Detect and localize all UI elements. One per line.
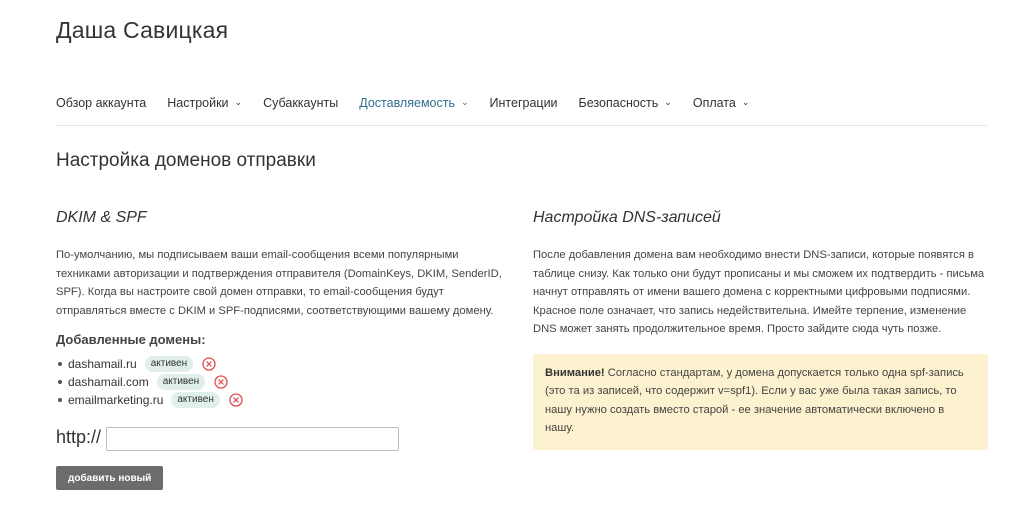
section-title-dkim: DKIM & SPF — [56, 209, 147, 226]
bullet — [58, 362, 62, 366]
nav-item-label: Субаккаунты — [263, 96, 339, 110]
domains-heading: Добавленные домены: — [56, 332, 206, 347]
account-name: Даша Савицкая — [56, 17, 229, 43]
chevron-down-icon: ⌄ — [741, 96, 750, 107]
nav-item-settings[interactable] — [167, 96, 242, 110]
domain-input[interactable] — [106, 427, 399, 451]
add-domain-button[interactable]: добавить новый — [56, 466, 163, 490]
chevron-down-icon: ⌄ — [460, 96, 469, 107]
status-badge: активен — [145, 356, 194, 372]
list-item — [56, 373, 506, 391]
warning-text: Согласно стандартам, у домена допускается только одна spf-запись (это та из записей, что содержит v=spf1). Если у вас уже была такая запись, то нашу нужно создать вместо старой - ее значение автоматически включено в нашу. — [545, 366, 964, 434]
remove-circle-icon[interactable] — [214, 375, 228, 389]
nav-item-integrations[interactable] — [490, 96, 558, 110]
bullet — [58, 398, 62, 402]
list-item — [56, 391, 506, 409]
section-title-dns: Настройка DNS-записей — [533, 209, 721, 226]
domain-name: dashamail.com — [68, 375, 149, 389]
list-item — [56, 355, 506, 373]
nav-item-label: Обзор аккаунта — [56, 96, 147, 110]
nav-item-label: Доставляемость — [359, 96, 455, 110]
nav-item-label: Интеграции — [489, 96, 558, 110]
dns-description: После добавления домена вам необходимо внести DNS-записи, которые появятся в таблице снизу. Как только они будут прописаны и мы сможем их подтвердить - письма начнут отправлять от имени вашего домена с корректными цифровыми подписями. Красное поле означает, что запись недействительна. Имейте терпение, изменение DNS может занять продолжительное время. Просто зайдите сюда чуть позже. — [533, 249, 985, 335]
nav-item-security[interactable] — [579, 96, 672, 110]
url-prefix: http:// — [56, 426, 102, 447]
domain-name: emailmarketing.ru — [68, 393, 164, 407]
status-badge: активен — [171, 392, 220, 408]
chevron-down-icon: ⌄ — [234, 96, 243, 107]
nav-item-deliverability[interactable] — [359, 96, 468, 110]
bullet — [58, 380, 62, 384]
remove-circle-icon[interactable] — [202, 357, 216, 371]
warning-label: Внимание! — [545, 366, 605, 379]
domain-list — [56, 355, 506, 409]
nav-item-account-overview[interactable] — [56, 96, 146, 110]
chevron-down-icon: ⌄ — [664, 96, 672, 107]
nav-item-billing[interactable] — [693, 96, 750, 110]
nav-item-label: Оплата — [692, 96, 736, 110]
page-title: Настройка доменов отправки — [56, 150, 316, 171]
dkim-spf-section — [56, 209, 506, 490]
nav-item-label: Безопасность — [578, 96, 659, 110]
domain-url-row — [56, 423, 506, 451]
nav-item-subaccounts[interactable] — [263, 96, 338, 110]
warning-box — [533, 354, 988, 450]
dns-section — [533, 209, 988, 450]
nav-item-label: Настройки — [167, 96, 229, 110]
domain-name: dashamail.ru — [68, 357, 137, 371]
main-nav — [56, 96, 987, 126]
dkim-description: По-умолчанию, мы подписываем ваши email-сообщения всеми популярными техниками авторизации и подтверждения отправителя (DomainKeys, DKIM, SenderID, SPF). Когда вы настроите свой домен отправки, то email-сообщения будут отправляться вместе с DKIM и SPF-подписями, соответствующими вашему домену. — [56, 249, 502, 317]
status-badge: активен — [157, 374, 206, 390]
remove-circle-icon[interactable] — [229, 393, 243, 407]
